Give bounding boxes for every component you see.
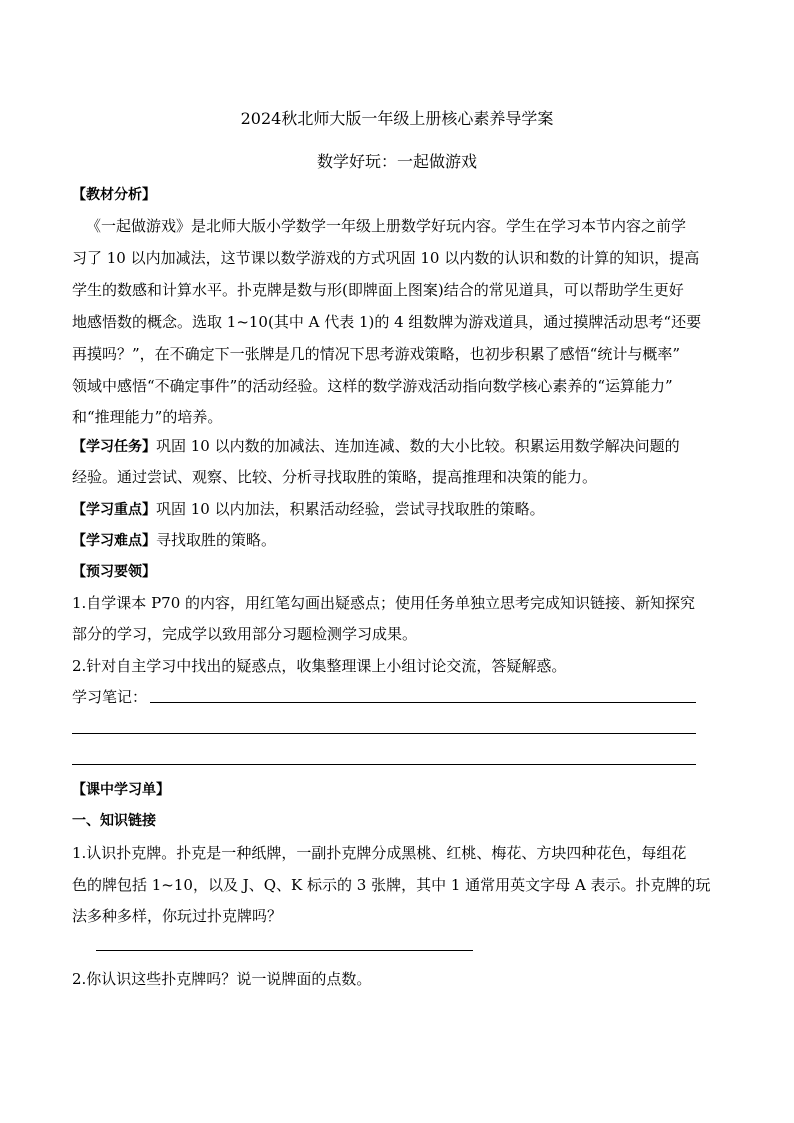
analysis-line-5: 再摸吗？”，在不确定下一张牌是几的情况下思考游戏策略，也初步积累了感悟“统计与概率” <box>72 345 681 363</box>
analysis-line-7: 和“推理能力”的培养。 <box>72 408 223 426</box>
section-knowledge-link: 一、知识链接 <box>72 813 156 829</box>
analysis-line-4: 地感悟数的概念。选取 1~10(其中 A 代表 1)的 4 组数牌为游戏道具，通过摸牌活动思考“还要 <box>72 313 702 331</box>
document-subtitle: 数学好玩：一起做游戏 <box>316 152 477 171</box>
analysis-line-2: 习了 10 以内加减法，这节课以数学游戏的方式巩固 10 以内数的认识和数的计算的知识，提高 <box>72 249 700 267</box>
answer-line-1[interactable] <box>96 950 473 951</box>
analysis-line-1: 《一起做游戏》是北师大版小学数学一年级上册数学好玩内容。学生在学习本节内容之前学 <box>86 217 687 235</box>
task-text-2: 经验。通过尝试、观察、比较、分析寻找取胜的策略，提高推理和决策的能力。 <box>72 468 598 486</box>
key-text: 巩固 10 以内加法，积累活动经验，尝试寻找取胜的策略。 <box>156 500 545 518</box>
key-heading: 【学习重点】 <box>72 502 156 518</box>
preview-item-1-line-2: 部分的学习，完成学以致用部分习题检测学习成果。 <box>72 625 418 643</box>
key-paragraph <box>72 498 732 519</box>
notes-label: 学习笔记： <box>72 688 148 706</box>
analysis-line-6: 领域中感悟“不确定事件”的活动经验。这样的数学游戏活动指向数学核心素养的“运算能力” <box>72 377 673 395</box>
task-heading: 【学习任务】 <box>72 439 156 455</box>
preview-heading: 【预习要领】 <box>72 564 156 580</box>
notes-line-2[interactable] <box>72 733 696 734</box>
task-paragraph-line-1 <box>72 435 732 456</box>
difficulty-heading: 【学习难点】 <box>72 533 156 549</box>
task-text-1: 巩固 10 以内数的加减法、连加连减、数的大小比较。积累运用数学解决问题的 <box>156 437 680 455</box>
difficulty-text: 寻找取胜的策略。 <box>156 531 277 549</box>
analysis-heading: 【教材分析】 <box>72 187 156 203</box>
preview-item-2: 2.针对自主学习中找出的疑惑点，收集整理课上小组讨论交流，答疑解惑。 <box>72 657 567 675</box>
notes-line-1[interactable] <box>150 702 696 703</box>
notes-line-3[interactable] <box>72 764 696 765</box>
question-1-line-2: 色的牌包括 1~10，以及 J、Q、K 标示的 3 张牌，其中 1 通常用英文字母 A 表示。扑克牌的玩 <box>72 876 711 894</box>
question-1-line-1: 1.认识扑克牌。扑克是一种纸牌，一副扑克牌分成黑桃、红桃、梅花、方块四种花色，每组花 <box>72 844 687 862</box>
inclass-heading: 【课中学习单】 <box>72 782 170 798</box>
document-title: 2024秋北师大版一年级上册核心素养导学案 <box>240 109 554 128</box>
question-2: 2.你认识这些扑克牌吗？说一说牌面的点数。 <box>72 970 372 988</box>
analysis-line-3: 学生的数感和计算水平。扑克牌是数与形(即牌面上图案)结合的常见道具，可以帮助学生更好 <box>72 281 684 299</box>
question-1-line-3: 法多种多样，你玩过扑克牌吗？ <box>72 907 283 925</box>
difficulty-paragraph <box>72 529 732 550</box>
preview-item-1-line-1: 1.自学课本 P70 的内容，用红笔勾画出疑惑点；使用任务单独立思考完成知识链接、新知探究 <box>72 594 696 612</box>
